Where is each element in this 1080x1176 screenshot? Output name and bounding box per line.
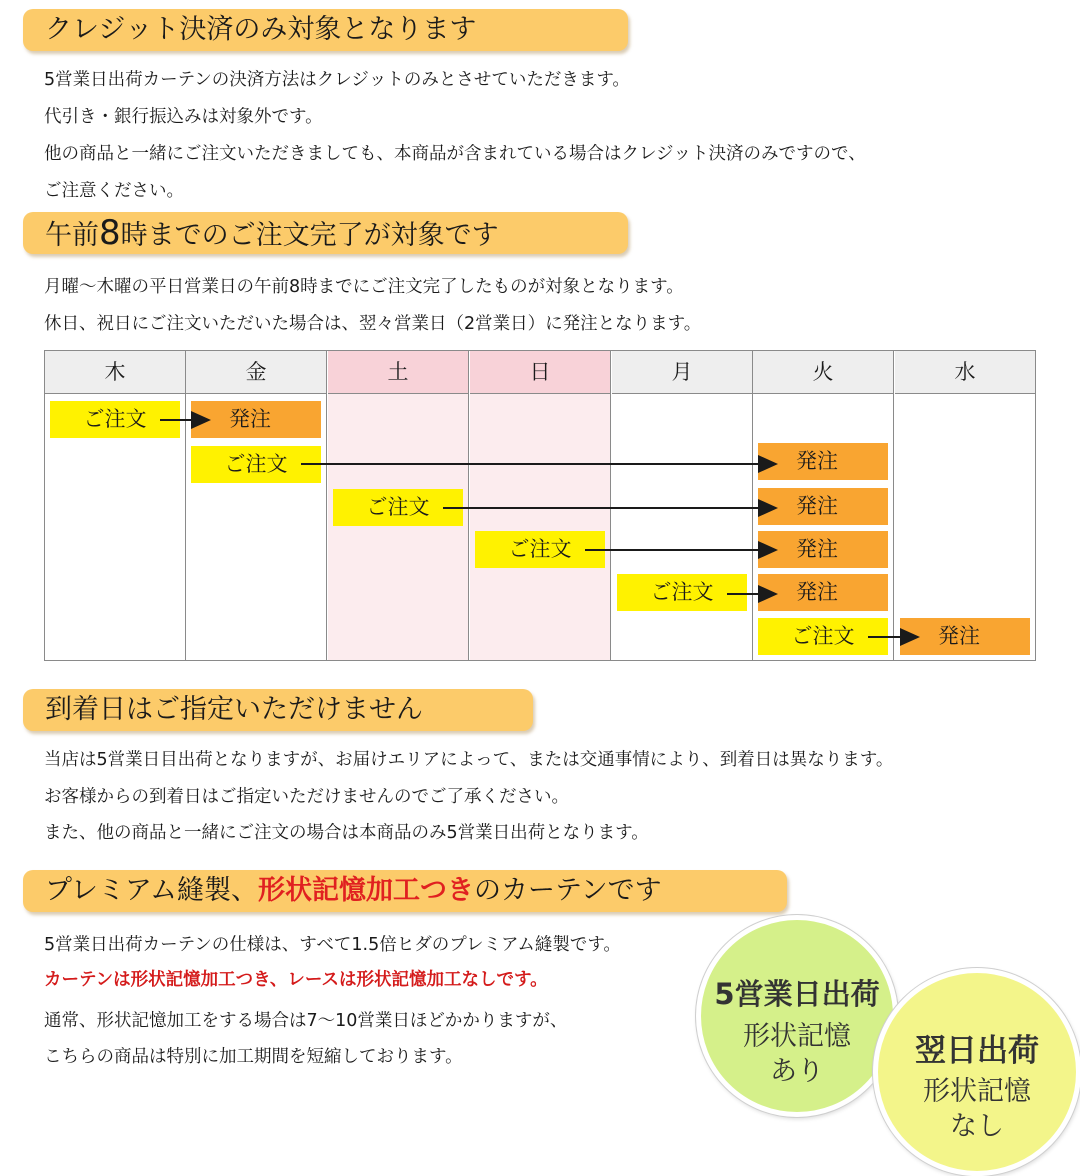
badge-subtitle: なし	[950, 1111, 1004, 1142]
order-box-monday: ご注文	[617, 574, 747, 611]
badge-5-day-shipping	[696, 915, 898, 1117]
arrow-line	[443, 507, 761, 509]
badge-title: 翌日出荷	[915, 1033, 1039, 1069]
column-friday	[186, 351, 327, 660]
schedule-table	[44, 350, 1036, 661]
heading-text: 時までのご注文完了が対象です	[120, 220, 499, 251]
section-heading-premium	[23, 870, 787, 912]
day-header: 金	[186, 351, 326, 394]
order-box-thursday: ご注文	[50, 401, 180, 438]
arrow-line	[585, 549, 761, 551]
column-wednesday	[895, 351, 1035, 660]
ship-box-wednesday: 発注	[900, 618, 1030, 655]
section-heading-deadline	[23, 212, 628, 254]
badge-subtitle: 形状記憶	[743, 1021, 851, 1052]
badge-subtitle: 形状記憶	[923, 1076, 1031, 1107]
arrow-head	[758, 585, 778, 603]
paragraph-highlight-line: カーテンは形状記憶加工つき、レースは形状記憶加工なしです。	[44, 970, 548, 990]
arrow-head	[758, 455, 778, 473]
arrow-line	[727, 593, 761, 595]
paragraph-line: 他の商品と一緒にご注文いただきましても、本商品が含まれている場合はクレジット決済のみですので、	[44, 144, 866, 164]
heading-number: 8	[99, 213, 121, 253]
order-box-saturday: ご注文	[333, 489, 463, 526]
badge-subtitle: あり	[770, 1056, 824, 1087]
heading-highlight: 形状記憶加工つき	[258, 875, 475, 906]
paragraph-line: 当店は5営業日目出荷となりますが、お届けエリアによって、または交通事情により、到着日は異なります。	[44, 750, 894, 770]
arrow-head	[191, 411, 211, 429]
paragraph-line: 代引き・銀行振込みは対象外です。	[44, 107, 323, 127]
heading-text: のカーテンです	[474, 875, 662, 906]
arrow-line	[301, 463, 761, 465]
heading-text: プレミアム縫製、	[45, 875, 259, 906]
day-header: 水	[895, 351, 1035, 394]
column-sunday	[470, 351, 611, 660]
order-box-sunday: ご注文	[475, 531, 605, 568]
heading-text: 午前	[45, 220, 99, 251]
arrow-head	[758, 541, 778, 559]
arrow-line	[868, 636, 902, 638]
order-box-tuesday: ご注文	[758, 618, 888, 655]
paragraph-line: こちらの商品は特別に加工期間を短縮しております。	[44, 1047, 463, 1067]
ship-box-tuesday: 発注	[758, 574, 888, 611]
badge-title: 5営業日出荷	[714, 977, 880, 1011]
paragraph-line: お客様からの到着日はご指定いただけませんのでご了承ください。	[44, 787, 569, 807]
ship-box-tuesday: 発注	[758, 531, 888, 568]
paragraph-line: 休日、祝日にご注文いただいた場合は、翌々営業日（2営業日）に発注となります。	[44, 314, 702, 334]
paragraph-line: 5営業日出荷カーテンの仕様は、すべて1.5倍ヒダのプレミアム縫製です。	[44, 935, 621, 955]
paragraph-line: ご注意ください。	[44, 181, 184, 201]
section-heading-arrival: 到着日はご指定いただけません	[23, 689, 533, 731]
day-header: 月	[612, 351, 752, 394]
paragraph-line: 5営業日出荷カーテンの決済方法はクレジットのみとさせていただきます。	[44, 70, 630, 90]
arrow-head	[758, 499, 778, 517]
order-box-friday: ご注文	[191, 446, 321, 483]
day-header: 火	[753, 351, 893, 394]
section-heading-credit: クレジット決済のみ対象となります	[23, 9, 628, 51]
day-header: 木	[45, 351, 185, 394]
ship-box-tuesday: 発注	[758, 488, 888, 525]
day-header: 土	[328, 351, 468, 394]
arrow-head	[900, 628, 920, 646]
badge-next-day-shipping	[873, 968, 1080, 1176]
ship-box-tuesday: 発注	[758, 443, 888, 480]
paragraph-line: また、他の商品と一緒にご注文の場合は本商品のみ5営業日出荷となります。	[44, 823, 649, 843]
column-monday	[612, 351, 753, 660]
column-thursday	[45, 351, 186, 660]
paragraph-line: 月曜～木曜の平日営業日の午前8時までにご注文完了したものが対象となります。	[44, 277, 684, 297]
ship-box-friday: 発注	[191, 401, 321, 438]
day-header: 日	[470, 351, 610, 394]
paragraph-line: 通常、形状記憶加工をする場合は7～10営業日ほどかかりますが、	[44, 1011, 568, 1031]
